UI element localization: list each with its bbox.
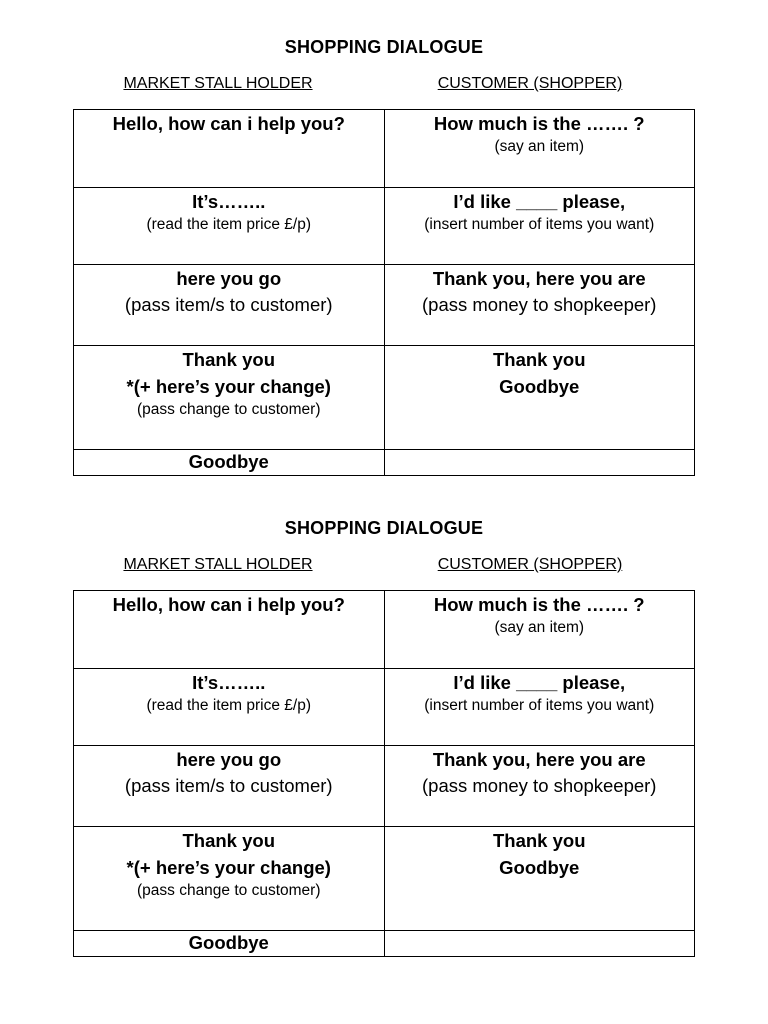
table-row — [74, 746, 695, 827]
holder-line: It’s…….. — [192, 672, 266, 693]
holder-line: Goodbye — [188, 451, 269, 472]
customer-heading: CUSTOMER (SHOPPER) — [437, 75, 623, 92]
holder-line: Thank you — [182, 349, 275, 370]
holder-cell — [74, 746, 385, 827]
stall-holder-heading: MARKET STALL HOLDER — [123, 75, 313, 92]
table-row — [74, 827, 695, 931]
table-row — [74, 346, 695, 450]
customer-instruction: (say an item) — [494, 138, 585, 155]
page-title: SHOPPING DIALOGUE — [284, 518, 484, 538]
holder-cell — [74, 931, 385, 957]
holder-line: *(+ here’s your change) — [126, 857, 331, 878]
page-title: SHOPPING DIALOGUE — [284, 37, 484, 57]
customer-cell — [384, 188, 695, 265]
customer-cell — [384, 746, 695, 827]
customer-cell-empty — [384, 450, 695, 476]
holder-line: Hello, how can i help you? — [112, 113, 345, 134]
holder-instruction: (pass change to customer) — [136, 401, 321, 418]
customer-cell — [384, 591, 695, 669]
table-row — [74, 265, 695, 346]
table-row — [74, 669, 695, 746]
customer-line: Goodbye — [499, 857, 580, 878]
customer-line: How much is the ……. ? — [433, 594, 645, 615]
customer-line: Thank you, here you are — [432, 268, 646, 289]
table-row — [74, 188, 695, 265]
customer-cell — [384, 827, 695, 931]
holder-line: It’s…….. — [192, 191, 266, 212]
customer-cell — [384, 265, 695, 346]
holder-cell — [74, 265, 385, 346]
holder-cell — [74, 591, 385, 669]
holder-cell — [74, 450, 385, 476]
customer-instruction: (pass money to shopkeeper) — [422, 294, 657, 315]
holder-line: here you go — [176, 268, 282, 289]
customer-instruction: (pass money to shopkeeper) — [422, 775, 657, 796]
customer-instruction: (say an item) — [494, 619, 585, 636]
holder-cell — [74, 110, 385, 188]
customer-line: Thank you — [492, 349, 586, 370]
holder-line: Hello, how can i help you? — [112, 594, 345, 615]
customer-line: Thank you — [492, 830, 586, 851]
holder-instruction: (pass item/s to customer) — [124, 294, 333, 315]
customer-line: How much is the ……. ? — [433, 113, 645, 134]
holder-cell — [74, 188, 385, 265]
holder-line: Goodbye — [188, 932, 269, 953]
table-row — [74, 450, 695, 476]
holder-cell — [74, 827, 385, 931]
customer-cell — [384, 110, 695, 188]
holder-instruction: (read the item price £/p) — [146, 216, 312, 233]
customer-cell — [384, 346, 695, 450]
customer-instruction: (insert number of items you want) — [424, 216, 655, 233]
stall-holder-heading: MARKET STALL HOLDER — [123, 556, 313, 573]
customer-line: Goodbye — [499, 376, 580, 397]
table-row — [74, 591, 695, 669]
customer-cell-empty — [384, 931, 695, 957]
holder-instruction: (pass item/s to customer) — [124, 775, 333, 796]
customer-heading: CUSTOMER (SHOPPER) — [437, 556, 623, 573]
holder-cell — [74, 669, 385, 746]
customer-instruction: (insert number of items you want) — [424, 697, 655, 714]
holder-instruction: (pass change to customer) — [136, 882, 321, 899]
customer-line: I’d like ____ please, — [453, 191, 626, 212]
holder-cell — [74, 346, 385, 450]
holder-line: Thank you — [182, 830, 275, 851]
dialogue-table — [73, 590, 695, 957]
holder-instruction: (read the item price £/p) — [146, 697, 312, 714]
customer-cell — [384, 669, 695, 746]
dialogue-table — [73, 109, 695, 476]
table-row — [74, 931, 695, 957]
table-row — [74, 110, 695, 188]
customer-line: I’d like ____ please, — [453, 672, 626, 693]
customer-line: Thank you, here you are — [432, 749, 646, 770]
holder-line: here you go — [176, 749, 282, 770]
holder-line: *(+ here’s your change) — [126, 376, 331, 397]
